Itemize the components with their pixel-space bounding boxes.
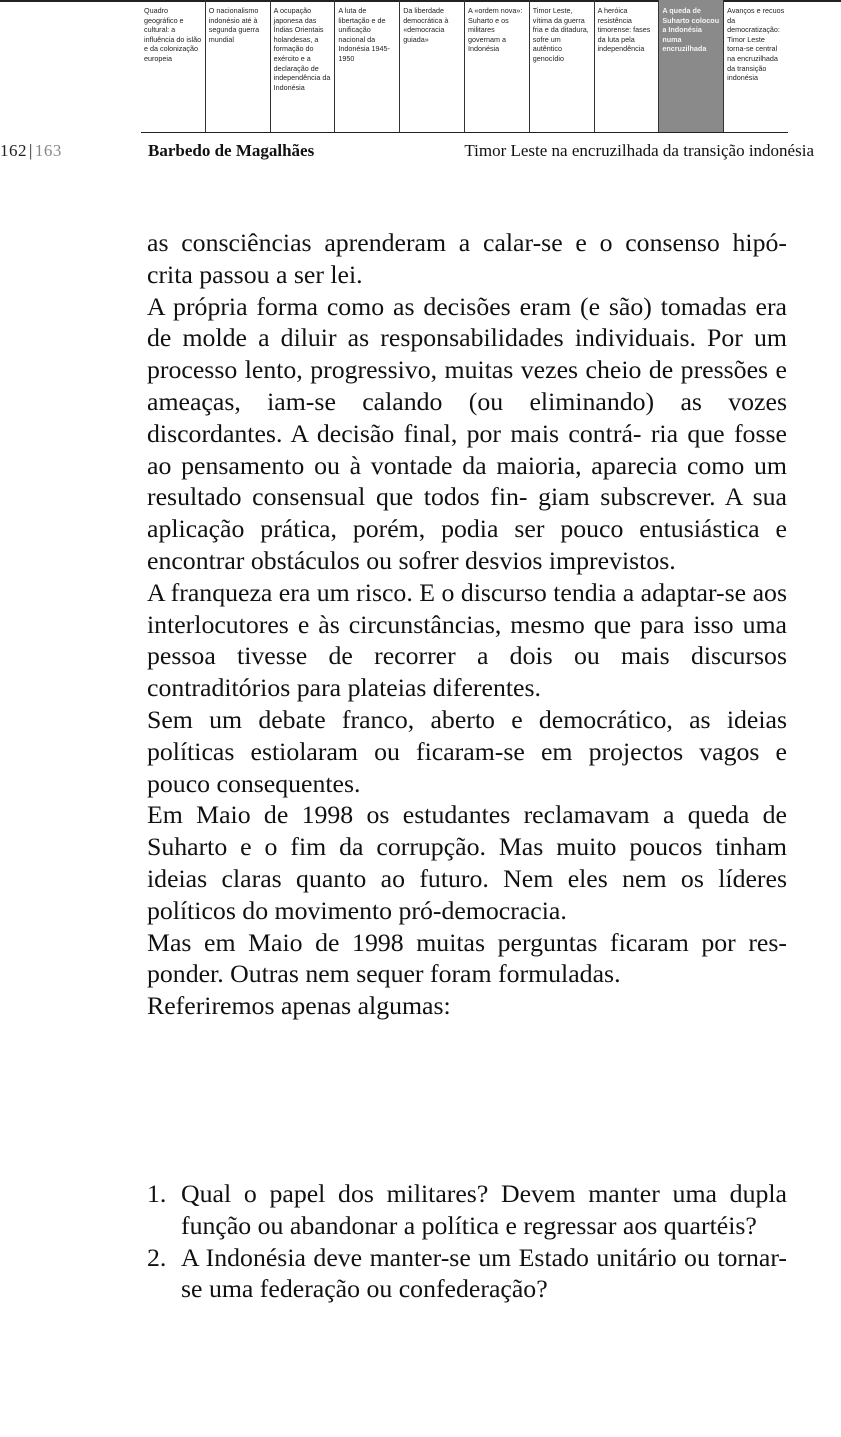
body-text (147, 227, 787, 1022)
chapter-cell: Timor Leste, vítima da guerra fria e da ditadura, sofre um autêntico genocídio (530, 0, 595, 132)
paragraph: as consciências aprenderam a calar-se e o consenso hipó- crita passou a ser lei. (147, 228, 787, 289)
running-header-title: Timor Leste na encruzilhada da transição indonésia (464, 141, 814, 160)
chapter-cell: A ocupação japonesa das Índias Orientais holandesas, a formação do exército e a declaração de independência da Indonésia (271, 0, 336, 132)
chapter-table (141, 0, 788, 133)
paragraph: A franqueza era um risco. E o discurso tendia a adaptar-se aos interlocutores e às circunstâncias, mesmo que para isso uma pessoa tivesse de recorrer a dois ou mais discursos contraditórios para plateias diferentes. (147, 577, 787, 703)
chapter-cell: A luta de libertação e de unificação nacional da Indonésia 1945-1950 (335, 0, 400, 132)
chapter-cell-current: A queda de Suharto colocou a Indonésia numa encruzilhada (659, 0, 724, 132)
chapter-cell: A «ordem nova»: Suharto e os militares governam a Indonésia (465, 0, 530, 132)
list-item-text: A Indonésia deve manter-se um Estado unitário ou tornar-se uma federação ou confederação? (181, 1242, 787, 1304)
chapter-cell: Quadro geográfico e cultural: a influência do islão e da colonização europeia (141, 0, 206, 132)
chapter-cell: O nacionalismo indonésio até à segunda guerra mundial (206, 0, 271, 132)
list-item-number: 2. (147, 1242, 167, 1272)
page-number-right: 163 (34, 141, 62, 160)
paragraph: Em Maio de 1998 os estudantes reclamavam a queda de Suharto e o fim da corrupção. Mas muito poucos tinham ideias claras quanto ao futuro. Nem eles nem os líderes políticos do movimento pró-democracia. (147, 800, 787, 925)
chapter-cell: A heróica resistência timorense: fases da luta pela independência (595, 0, 660, 132)
running-header-author: Barbedo de Magalhães (148, 141, 315, 160)
list-item-text: Qual o papel dos militares? Devem manter uma dupla função ou abandonar a política e regressar aos quartéis? (181, 1179, 787, 1240)
page-number-separator: | (29, 141, 33, 160)
list-item (147, 1178, 787, 1242)
page-numbers (0, 141, 62, 161)
paragraph: Referiremos apenas algumas: (147, 991, 451, 1021)
paragraph: Sem um debate franco, aberto e democrático, as ideias políticas estiolaram ou ficaram-se em projectos vagos e pouco consequentes. (147, 704, 787, 798)
list-item-number: 1. (147, 1179, 167, 1208)
chapter-cell: Da liberdade democrática à «democracia guiada» (400, 0, 465, 132)
paragraph: Mas em Maio de 1998 muitas perguntas ficaram por res- ponder. Outras nem sequer foram formuladas. (147, 927, 787, 989)
chapter-cell: Avanços e recuos da democratização: Timor Leste torna-se central na encruzilhada da transição indonésia (727, 6, 785, 83)
questions-list (147, 1178, 787, 1305)
list-item (147, 1242, 787, 1306)
page-number-left: 162 (0, 141, 27, 160)
paragraph: A própria forma como as decisões eram (e são) tomadas era de molde a diluir as responsabilidades individuais. Por um processo lento, progressivo, muitas vezes cheio de pressões e ameaças, iam-se calando (ou eliminando) as vozes discordantes. A decisão final, por mais contrá- ria que fosse ao pensamento ou à vontade da maioria, aparecia como um resultado consensual que todos fin- giam subscrever. A sua aplicação prática, porém, podia ser pouco entusiástica e encontrar obstáculos ou sofrer desvios imprevistos. (147, 291, 787, 575)
